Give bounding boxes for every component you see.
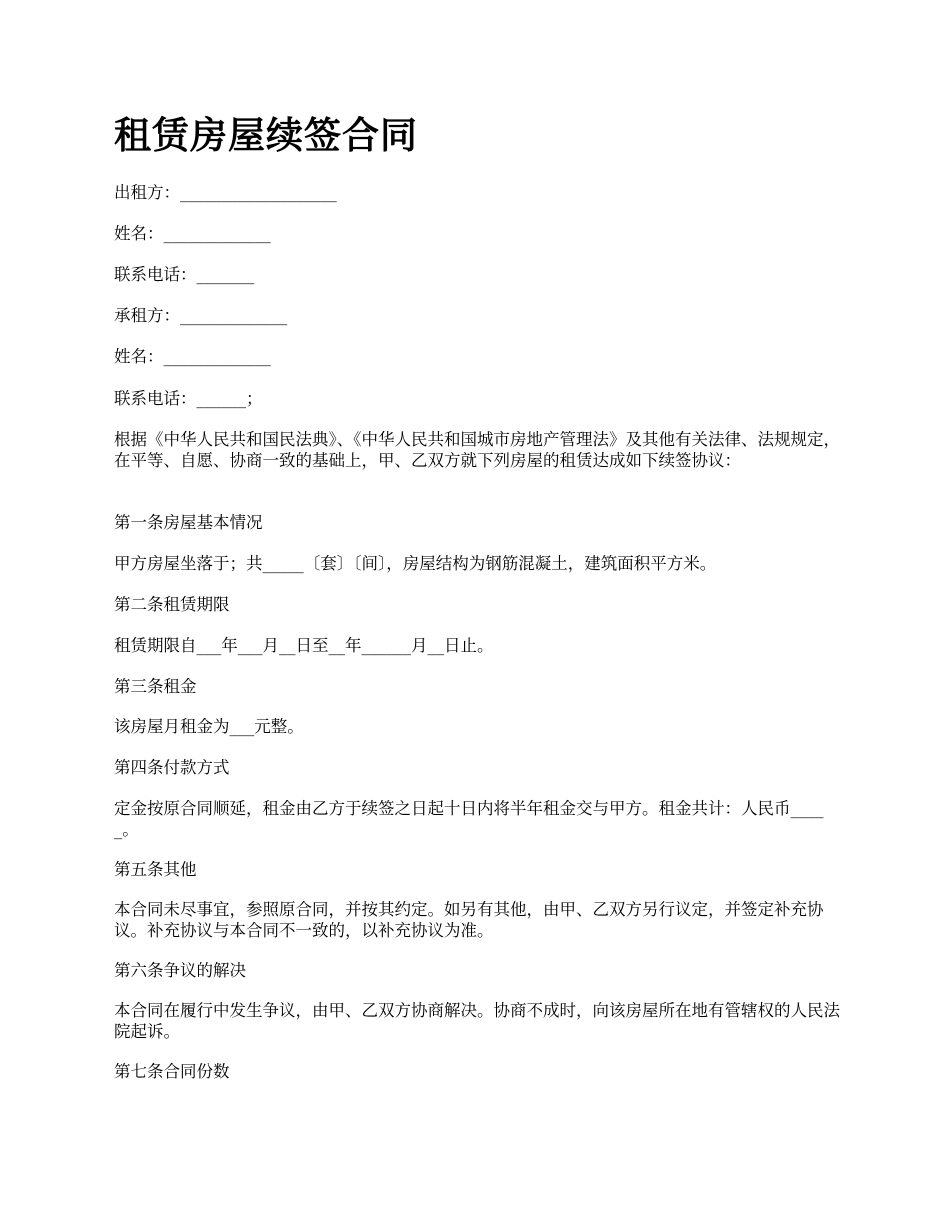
article-2-body: 租赁期限自___年___月__日至__年______月__日止。 xyxy=(114,636,494,655)
article-4-body: 定金按原合同顺延，租金由乙方于续签之日起十日内将半年租金交与甲方。租金共计：人民币_____。 xyxy=(114,799,824,839)
lessor-label: 出租方：___________________ xyxy=(114,183,337,202)
article-2-heading: 第二条租赁期限 xyxy=(114,595,230,614)
article-7-heading: 第七条合同份数 xyxy=(114,1062,230,1081)
article-3-heading: 第三条租金 xyxy=(114,677,197,696)
lessee-label: 承租方：_____________ xyxy=(114,306,288,325)
article-1-body: 甲方房屋坐落于；共_____〔套〕〔间〕，房屋结构为钢筋混凝土，建筑面积平方米。 xyxy=(114,554,717,573)
lessee-name: 姓名：_____________ xyxy=(114,347,271,366)
article-6-body: 本合同在履行中发生争议，由甲、乙双方协商解决。协商不成时，向该房屋所在地有管辖权的人民法院起诉。 xyxy=(114,1001,840,1041)
article-5-body: 本合同未尽事宜，参照原合同，并按其约定。如另有其他，由甲、乙双方另行议定，并签定补充协议。补充协议与本合同不一致的，以补充协议为准。 xyxy=(114,900,824,940)
article-3-body: 该房屋月租金为___元整。 xyxy=(114,717,304,736)
preamble-paragraph: 根据《中华人民共和国民法典》、《中华人民共和国城市房地产管理法》及其他有关法律、法规规定，在平等、自愿、协商一致的基础上，甲、乙双方就下列房屋的租赁达成如下续签协议： xyxy=(114,430,840,470)
lessor-name: 姓名：_____________ xyxy=(114,224,271,243)
lessor-phone: 联系电话：_______ xyxy=(114,265,255,284)
lessee-phone: 联系电话：______； xyxy=(114,389,263,408)
article-6-heading: 第六条争议的解决 xyxy=(114,961,246,980)
article-4-heading: 第四条付款方式 xyxy=(114,758,230,777)
article-1-heading: 第一条房屋基本情况 xyxy=(114,513,263,532)
article-5-heading: 第五条其他 xyxy=(114,860,197,879)
document-title: 租赁房屋续签合同 xyxy=(114,114,418,157)
